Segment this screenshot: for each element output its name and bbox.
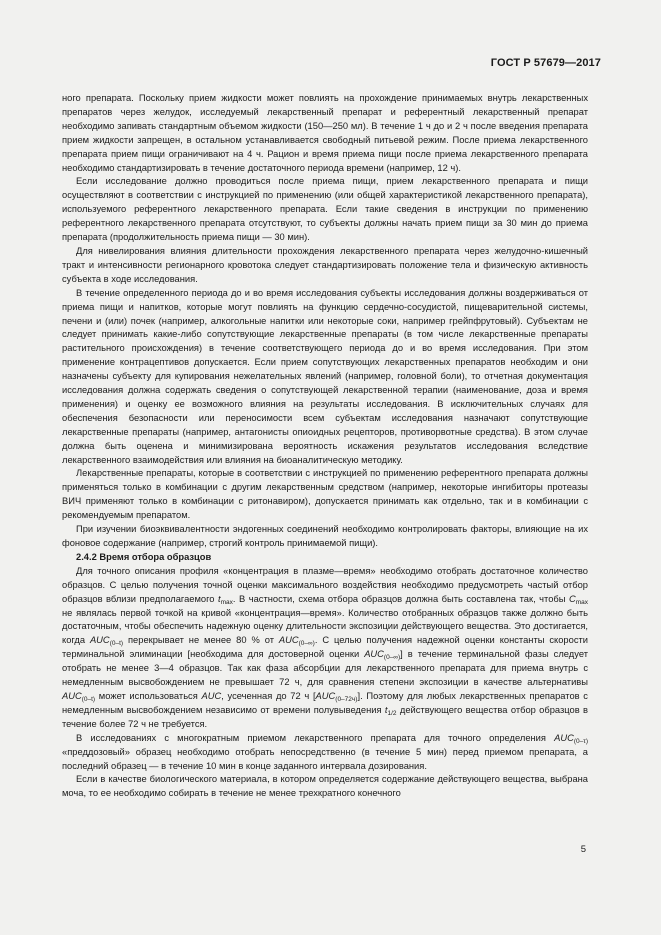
auc-symbol: AUC (278, 635, 299, 646)
standard-header: ГОСТ Р 57679—2017 (490, 57, 601, 69)
text: Для точного описания профиля «концентрация в плазме—время» необходимо отобрать достаточное количество образцов. С целью получения точной оценки максимального воздействия необходимо предусмотреть частый отбор образцов вблизи предполагаемого (62, 565, 588, 604)
auc-subscript: (0–t) (109, 640, 124, 648)
document-body (62, 92, 588, 801)
auc-subscript: (0–t) (81, 695, 96, 703)
auc-symbol: AUC (554, 732, 574, 743)
text: действующего вещества отбор образцов в течение более 72 ч не требуется. (62, 704, 589, 729)
auc-symbol: AUC (315, 690, 336, 701)
paragraph: ного препарата. Поскольку прием жидкости может повлиять на прохождение принимаемых внутрь лекарственных препаратов через желудок, исследуемый лекарственный препарат и референтный лекарственный препарат необходимо запивать стандартным объемом жидкости (150—250 мл). В течение 1 ч до и 2 ч после введения препарата прием жидкости запрещен, в остальном устанавливается свободный питьевой режим. После приема лекарственного препарата прием пищи ограничивают на 4 ч. Рацион и время приема пищи после приема лекарственного препарата необходимо стандартизировать в течение достаточного периода времени (например, 12 ч). (62, 93, 588, 173)
auc-subscript: (0–∞) (383, 654, 401, 662)
text: . С целью получения надежной оценки константы скорости терминальной элиминации [необходима для достоверной оценки (62, 635, 588, 660)
text: ]. Поэтому для любых лекарственных препаратов с немедленным высвобождением независимо от времени полувыведения (62, 690, 588, 715)
auc-symbol: AUC (89, 635, 110, 646)
auc-symbol: AUC (364, 649, 384, 660)
paragraph-sampling-1 (62, 565, 588, 732)
thalf-symbol: t (384, 704, 388, 715)
text: ] в течение терминальной фазы следует отобрать не менее 3—4 образцов. Так как фаза абсорбции для лекарственного препарата для приема внутрь с немедленным высвобождением не превышает 72 ч, для сравнения степени экспозиции в качестве альтернативы (62, 649, 588, 688)
paragraph: Лекарственные препараты, которые в соответствии с инструкцией по применению референтного препарата должны применяться только в комбинации с другим лекарственным средством (например, некоторые ингибиторы протеазы ВИЧ применяют только в комбинации с ритонавиром), допускается принимать как отдельно, так и в комбинации с рекомендуемым препаратом. (62, 468, 588, 521)
text: перекрывает не менее 80 % от (123, 635, 279, 646)
paragraph: В течение определенного периода до и во время исследования субъекты исследования должны воздерживаться от приема пищи и напитков, которые могут повлиять на функцию сердечно-сосудистой, пищеварительной системы, печени и (или) почек (например, алкогольные напитки или некоторые соки, например грейпфрутовый). Субъектам не следует принимать какие-либо сопутствующие лекарственные препараты (в том числе лекарственные препараты растительного происхождения) в течение соответствующего периода до и во время исследования. При этом применение контрацептивов допускается. Если прием сопутствующих лекарственных препаратов необходим и они назначены субъекту для купирования нежелательных явлений (например, головной боли), то отчетная документация исследования должна содержать сведения о сопутствующей лекарственной терапии (наименование, доза и время применения) и оценку ее возможного влияния на результаты исследования. В исключительных случаях для обеспечения безопасности или переносимости всем субъектам исследования назначают сопутствующие лекарственные препараты (например, антагонисты опиоидных рецепторов, противорвотные средства). В этом случае должна быть оценена и минимизирована вероятность искажения результатов исследования вследствие лекарственного взаимодействия или влияния на биоаналитическую методику. (62, 287, 588, 465)
auc-symbol: AUC (201, 690, 222, 701)
paragraph-sampling-3: Если в качестве биологического материала, в котором определяется содержание действующего вещества, выбрана моча, то ее необходимо собирать в течение не менее трехкратного конечного (62, 774, 588, 799)
cmax-subscript: max (575, 598, 588, 606)
cmax-symbol: C (568, 593, 576, 604)
thalf-subscript: 1/2 (387, 709, 397, 717)
section-heading: 2.4.2 Время отбора образцов (76, 551, 212, 562)
tmax-subscript: max (220, 598, 233, 606)
text: В исследованиях с многократным приемом лекарственного препарата для точного определения (76, 732, 555, 743)
paragraph: При изучении биоэквивалентности эндогенных соединений необходимо контролировать факторы, влияющие на их фоновое содержание (например, строгий контроль принимаемой пищи). (62, 524, 588, 548)
paragraph: Если исследование должно проводиться после приема пищи, прием лекарственного препарата и пищи осуществляют в соответствии с инструкцией по применению (или общей характеристикой лекарственного препарата), используемого референтного лекарственного препарата. Если такие сведения в инструкции по применению референтного лекарственного препарата отсутствуют, то субъекты должны начать прием пищи за 30 мин до приема препарата (продолжительность приема пищи — 30 мин). (62, 176, 588, 243)
text: может использоваться (95, 690, 202, 701)
paragraph: Для нивелирования влияния длительности прохождения лекарственного препарата через желудочно-кишечный тракт и интенсивности регионарного кровотока следует стандартизировать положение тела и физическую активность субъекта в ходе исследования. (62, 245, 588, 284)
page-number: 5 (580, 844, 586, 855)
text: . В частности, схема отбора образцов должна быть составлена так, чтобы (232, 593, 569, 604)
auc-subscript: (0–72ч) (335, 695, 358, 703)
paragraph-sampling-2 (62, 732, 588, 774)
auc-subscript: (0–τ) (573, 737, 588, 745)
auc-subscript: (0–∞) (298, 640, 315, 648)
text: , усеченная до 72 ч [ (221, 690, 316, 701)
auc-symbol: AUC (62, 690, 82, 701)
text: «преддозовый» образец необходимо отобрать непосредственно (в течение 5 мин) перед приемом препарата, а последний образец — в течение 10 мин в конце заданного интервала дозирования. (62, 746, 588, 771)
tmax-symbol: t (218, 593, 221, 604)
text: не являлась первой точкой на кривой «концентрация—время». Количество отобранных образцов также должно быть достаточным, чтобы обеспечить надежную оценку длительности экспозиции действующего вещества. Это достигается, когда (62, 607, 588, 646)
